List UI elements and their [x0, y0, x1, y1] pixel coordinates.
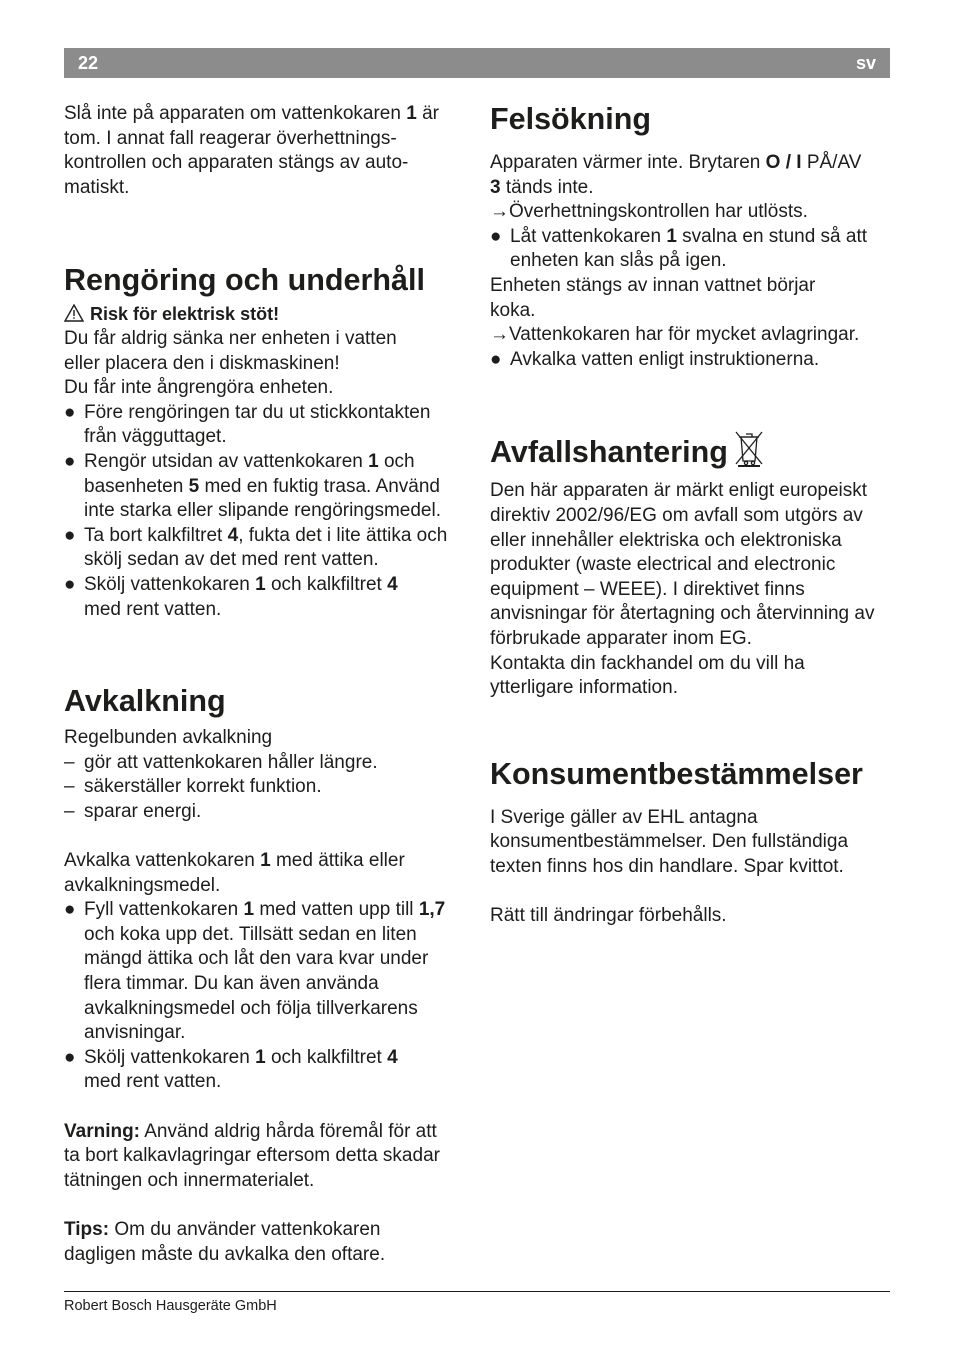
list-item: – sparar energi.: [64, 800, 202, 822]
list-item: ● Rengör utsidan av vattenkokaren 1 och basenheten 5 med en fuktig trasa. Använd inte starka eller slipande rengöringsmedel.: [64, 450, 441, 522]
cleaning-heading: Rengöring och underhåll: [64, 263, 425, 298]
list-item: ● Skölj vattenkokaren 1 och kalkfiltret 4 med rent vatten.: [64, 573, 398, 620]
page-number: 22: [78, 53, 99, 73]
language-code: sv: [855, 53, 876, 73]
left-column: [64, 102, 464, 1267]
header-bar: [64, 48, 890, 78]
list-item: ● Fyll vattenkokaren 1 med vatten upp till 1,7 och koka upp det. Tillsätt sedan en liten mängd ättika och låt den vara kvar under flera timmar. Du kan även använda avkalkningsmedel och följa tillverkarens anvisningar.: [64, 899, 446, 1044]
descaling-intro: Regelbunden avkalkning: [64, 727, 273, 749]
descaling-warning: Varning: Använd aldrig hårda föremål för att ta bort kalkavlagringar eftersom detta skadar tätningen och innermaterialet.: [64, 1120, 440, 1191]
footer-divider: [64, 1291, 890, 1292]
warning-triangle-icon: [64, 304, 84, 322]
weee-crossed-bin-icon: [732, 428, 766, 468]
problem-1: Apparaten värmer inte. Brytaren O / I PÅ/AV 3 tänds inte.: [490, 152, 862, 198]
consumer-reservation: Rätt till ändringar förbehålls.: [490, 905, 727, 927]
fix-2: ● Avkalka vatten enligt instruktionerna.: [490, 348, 820, 370]
intro-paragraph: Slå inte på apparaten om vattenkokaren 1 är tom. I annat fall reagerar överhettningskontrollen och apparaten stängs av automatiskt.: [64, 103, 439, 198]
warning-line: Du får aldrig sänka ner enheten i vatten eller placera den i diskmaskinen!: [64, 327, 397, 374]
list-item: – säkerställer korrekt funktion.: [64, 776, 322, 798]
problem-2: Enheten stängs av innan vattnet börjar koka.: [490, 274, 816, 321]
disposal-heading: Avfallshantering: [490, 428, 890, 469]
list-item: ● Före rengöringen tar du ut stickkontakten från vägguttaget.: [64, 401, 431, 448]
footer-company: Robert Bosch Hausgeräte GmbH: [64, 1298, 277, 1314]
list-item: – gör att vattenkokaren håller längre.: [64, 751, 378, 773]
disposal-contact: Kontakta din fackhandel om du vill ha ytterligare information.: [490, 652, 805, 699]
right-column: [490, 102, 890, 929]
list-item: ● Skölj vattenkokaren 1 och kalkfiltret 4 med rent vatten.: [64, 1046, 398, 1093]
disposal-paragraph: Den här apparaten är märkt enligt europeiskt direktiv 2002/96/EG om avfall som utgörs av eller innehåller elektriska och elektroniska produkter (waste electrical and electronic equipment – WEEE). I direktivet finns anvisningar för återtagning och återvinning av förbrukade apparater inom EG.: [490, 480, 875, 649]
descaling-tips: Tips: Om du använder vattenkokaren dagligen måste du avkalka den oftare.: [64, 1218, 386, 1265]
troubleshooting-heading: Felsökning: [490, 102, 651, 136]
consumer-paragraph: I Sverige gäller av EHL antagna konsumentbestämmelser. Den fullständiga texten finns hos din handlare. Spar kvittot.: [490, 806, 849, 877]
list-item: ● Ta bort kalkfiltret 4, fukta det i lite ättika och skölj sedan av det med rent vatten.: [64, 524, 448, 571]
cause-2: → Vattenkokaren har för mycket avlagringar.: [490, 324, 860, 346]
consumer-heading: Konsumentbestämmelser: [490, 756, 863, 791]
warning-line: Du får inte ångrengöra enheten.: [64, 377, 334, 399]
fix-1: ● Låt vattenkokaren 1 svalna en stund så att enheten kan slås på igen.: [490, 225, 868, 272]
descaling-paragraph: Avkalka vattenkokaren 1 med ättika eller avkalkningsmedel.: [64, 850, 405, 896]
cleaning-warning-title: Risk för elektrisk stöt!: [64, 302, 464, 327]
descaling-heading: Avkalkning: [64, 684, 226, 719]
cause-1: → Överhettningskontrollen har utlösts.: [490, 201, 808, 223]
